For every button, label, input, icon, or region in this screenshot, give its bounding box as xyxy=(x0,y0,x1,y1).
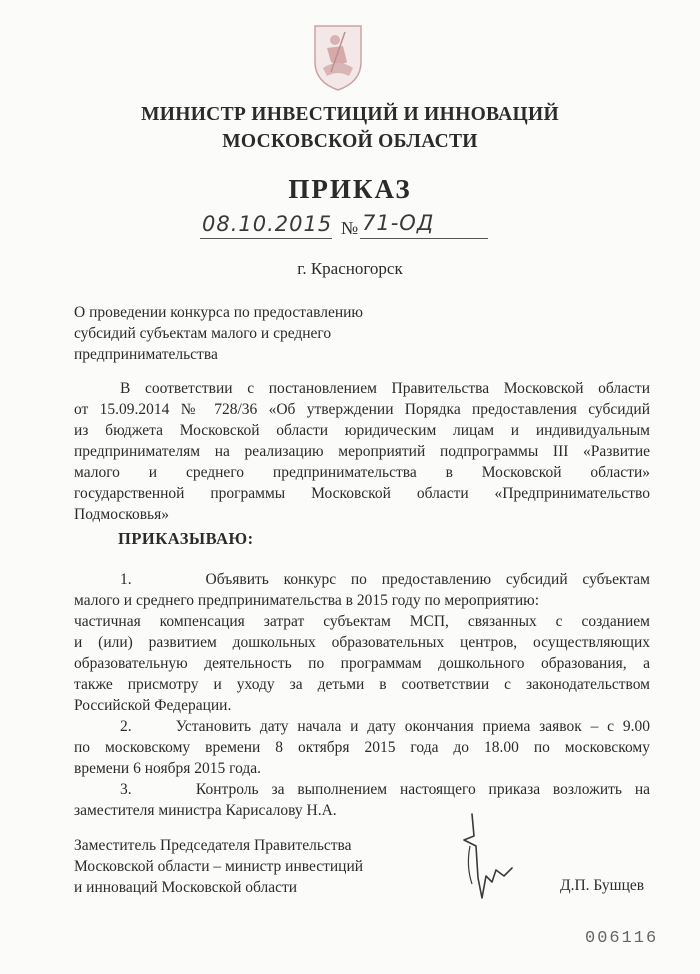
ministry-title-line1: МИНИСТР ИНВЕСТИЦИЙ И ИННОВАЦИЙ xyxy=(141,104,559,125)
signatory-name: Д.П. Бушцев xyxy=(560,877,645,894)
stamp-number: 006116 xyxy=(585,929,659,948)
item-line: также присмотру и уходу за детьми в соответствии с законодательством xyxy=(74,676,650,693)
preamble-line: предпринимателям на реализацию мероприятий подпрограммы III «Развитие xyxy=(74,443,650,460)
order-number: 71-ОД xyxy=(362,211,435,235)
city: г. Красногорск xyxy=(297,259,403,278)
preamble-line: Подмосковья» xyxy=(74,506,169,523)
preamble-line: государственной программы Московской области «Предпринимательство xyxy=(74,485,650,502)
order-date: 08.10.2015 xyxy=(202,212,333,236)
signatory-position xyxy=(74,835,363,898)
date-underline xyxy=(200,238,332,239)
order-word: ПРИКАЗЫВАЮ: xyxy=(118,529,254,548)
item-line: Российской Федерации. xyxy=(74,697,232,714)
item-line: 2. Установить дату начала и дату окончания приема заявок – с 9.00 xyxy=(120,718,650,735)
position-line: Заместитель Председателя Правительства xyxy=(74,837,352,854)
position-line: и инноваций Московской области xyxy=(74,879,298,896)
preamble-line: из бюджета Московской области юридическим лицам и индивидуальным xyxy=(74,422,650,439)
subject-line: О проведении конкурса по предоставлению xyxy=(74,304,363,321)
handwritten-signature xyxy=(452,806,542,906)
preamble-line: от 15.09.2014 № 728/36 «Об утверждении Порядка предоставления субсидий xyxy=(74,401,650,418)
preamble-line: В соответствии с постановлением Правительства Московской области xyxy=(120,380,650,397)
item-line: 1. Объявить конкурс по предоставлению субсидий субъектам xyxy=(120,571,650,588)
item-line: 3. Контроль за выполнением настоящего приказа возложить на xyxy=(120,781,650,798)
document-type: ПРИКАЗ xyxy=(288,174,412,204)
number-sign: № xyxy=(341,218,359,238)
position-line: Московской области – министр инвестиций xyxy=(74,858,364,875)
preamble-line: малого и среднего предпринимательства в Московской области» xyxy=(74,464,650,481)
item-line: времени 6 ноября 2015 года. xyxy=(74,760,262,777)
subject-line: субсидий субъектам малого и среднего xyxy=(74,325,332,342)
item-line: по московскому времени 8 октября 2015 года до 18.00 по московскому xyxy=(74,739,650,756)
item-line: и (или) развитием дошкольных образовательных центров, осуществляющих xyxy=(74,634,650,651)
item-line: малого и среднего предпринимательства в 2015 году по мероприятию: xyxy=(74,592,540,609)
coat-of-arms-icon xyxy=(309,22,367,92)
ministry-title-line2: МОСКОВСКОЙ ОБЛАСТИ xyxy=(222,131,478,152)
item-line: частичная компенсация затрат субъектам МСП, связанных с созданием xyxy=(74,613,650,630)
order-subject xyxy=(74,302,424,365)
subject-line: предпринимательства xyxy=(74,346,218,363)
number-underline xyxy=(360,238,488,239)
preamble xyxy=(74,378,650,525)
order-items xyxy=(74,569,650,821)
item-line: образовательную деятельность по программам дошкольного образования, а xyxy=(74,655,650,672)
item-line: заместителя министра Карисалову Н.А. xyxy=(74,802,337,819)
